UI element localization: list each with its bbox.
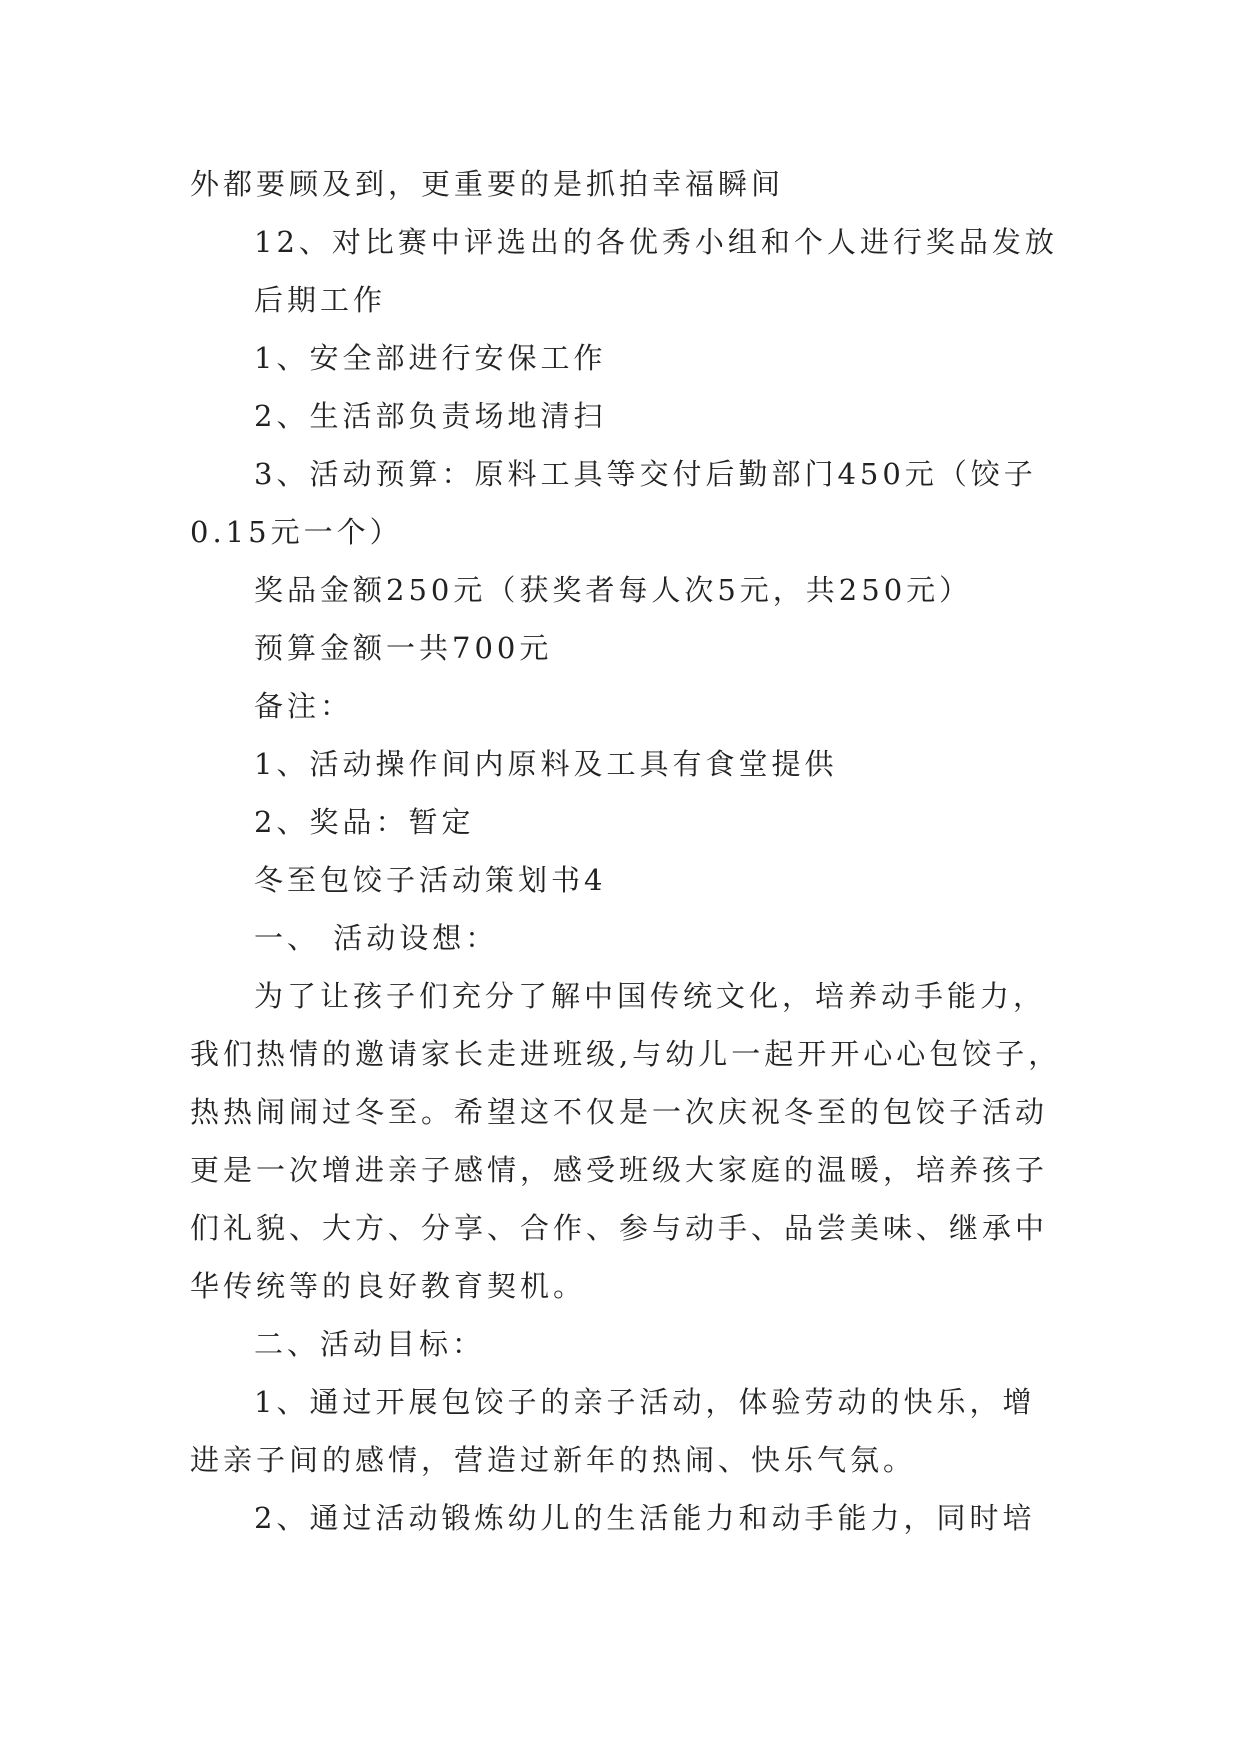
section-heading: 一、 活动设想： [254,921,499,955]
text-line: 2、奖品：暂定 [254,805,475,839]
section-heading: 备注： [254,689,354,723]
text-line: 3、活动预算：原料工具等交付后勤部门450元（饺子 [254,457,1037,491]
text-line: 外都要顾及到，更重要的是抓拍幸福瞬间 [190,167,785,201]
text-line: 奖品金额250元（获奖者每人次5元，共250元） [254,573,973,607]
text-line: 1、通过开展包饺子的亲子活动，体验劳动的快乐，增 [254,1385,1036,1419]
text-line: 进亲子间的感情，营造过新年的热闹、快乐气氛。 [190,1443,917,1477]
text-line: 1、安全部进行安保工作 [254,341,607,375]
text-line: 预算金额一共700元 [254,631,553,665]
text-line: 2、生活部负责场地清扫 [254,399,607,433]
text-line: 更是一次增进亲子感情，感受班级大家庭的温暖，培养孩子 [190,1153,1049,1187]
section-heading: 二、活动目标： [254,1327,486,1361]
document-title: 冬至包饺子活动策划书4 [254,863,607,897]
text-line: 为了让孩子们充分了解中国传统文化，培养动手能力， [254,979,1047,1013]
text-line: 我们热情的邀请家长走进班级,与幼儿一起开开心心包饺子， [190,1037,1062,1071]
text-line: 0.15元一个） [190,515,403,549]
text-line: 1、活动操作间内原料及工具有食堂提供 [254,747,838,781]
text-line: 热热闹闹过冬至。希望这不仅是一次庆祝冬至的包饺子活动 [190,1095,1049,1129]
text-line: 华传统等的良好教育契机。 [190,1269,587,1303]
text-line: 们礼貌、大方、分享、合作、参与动手、品尝美味、继承中 [190,1211,1049,1245]
section-heading: 后期工作 [254,283,387,317]
text-line: 12、对比赛中评选出的各优秀小组和个人进行奖品发放 [254,225,1058,259]
text-line: 2、通过活动锻炼幼儿的生活能力和动手能力，同时培 [254,1501,1036,1535]
